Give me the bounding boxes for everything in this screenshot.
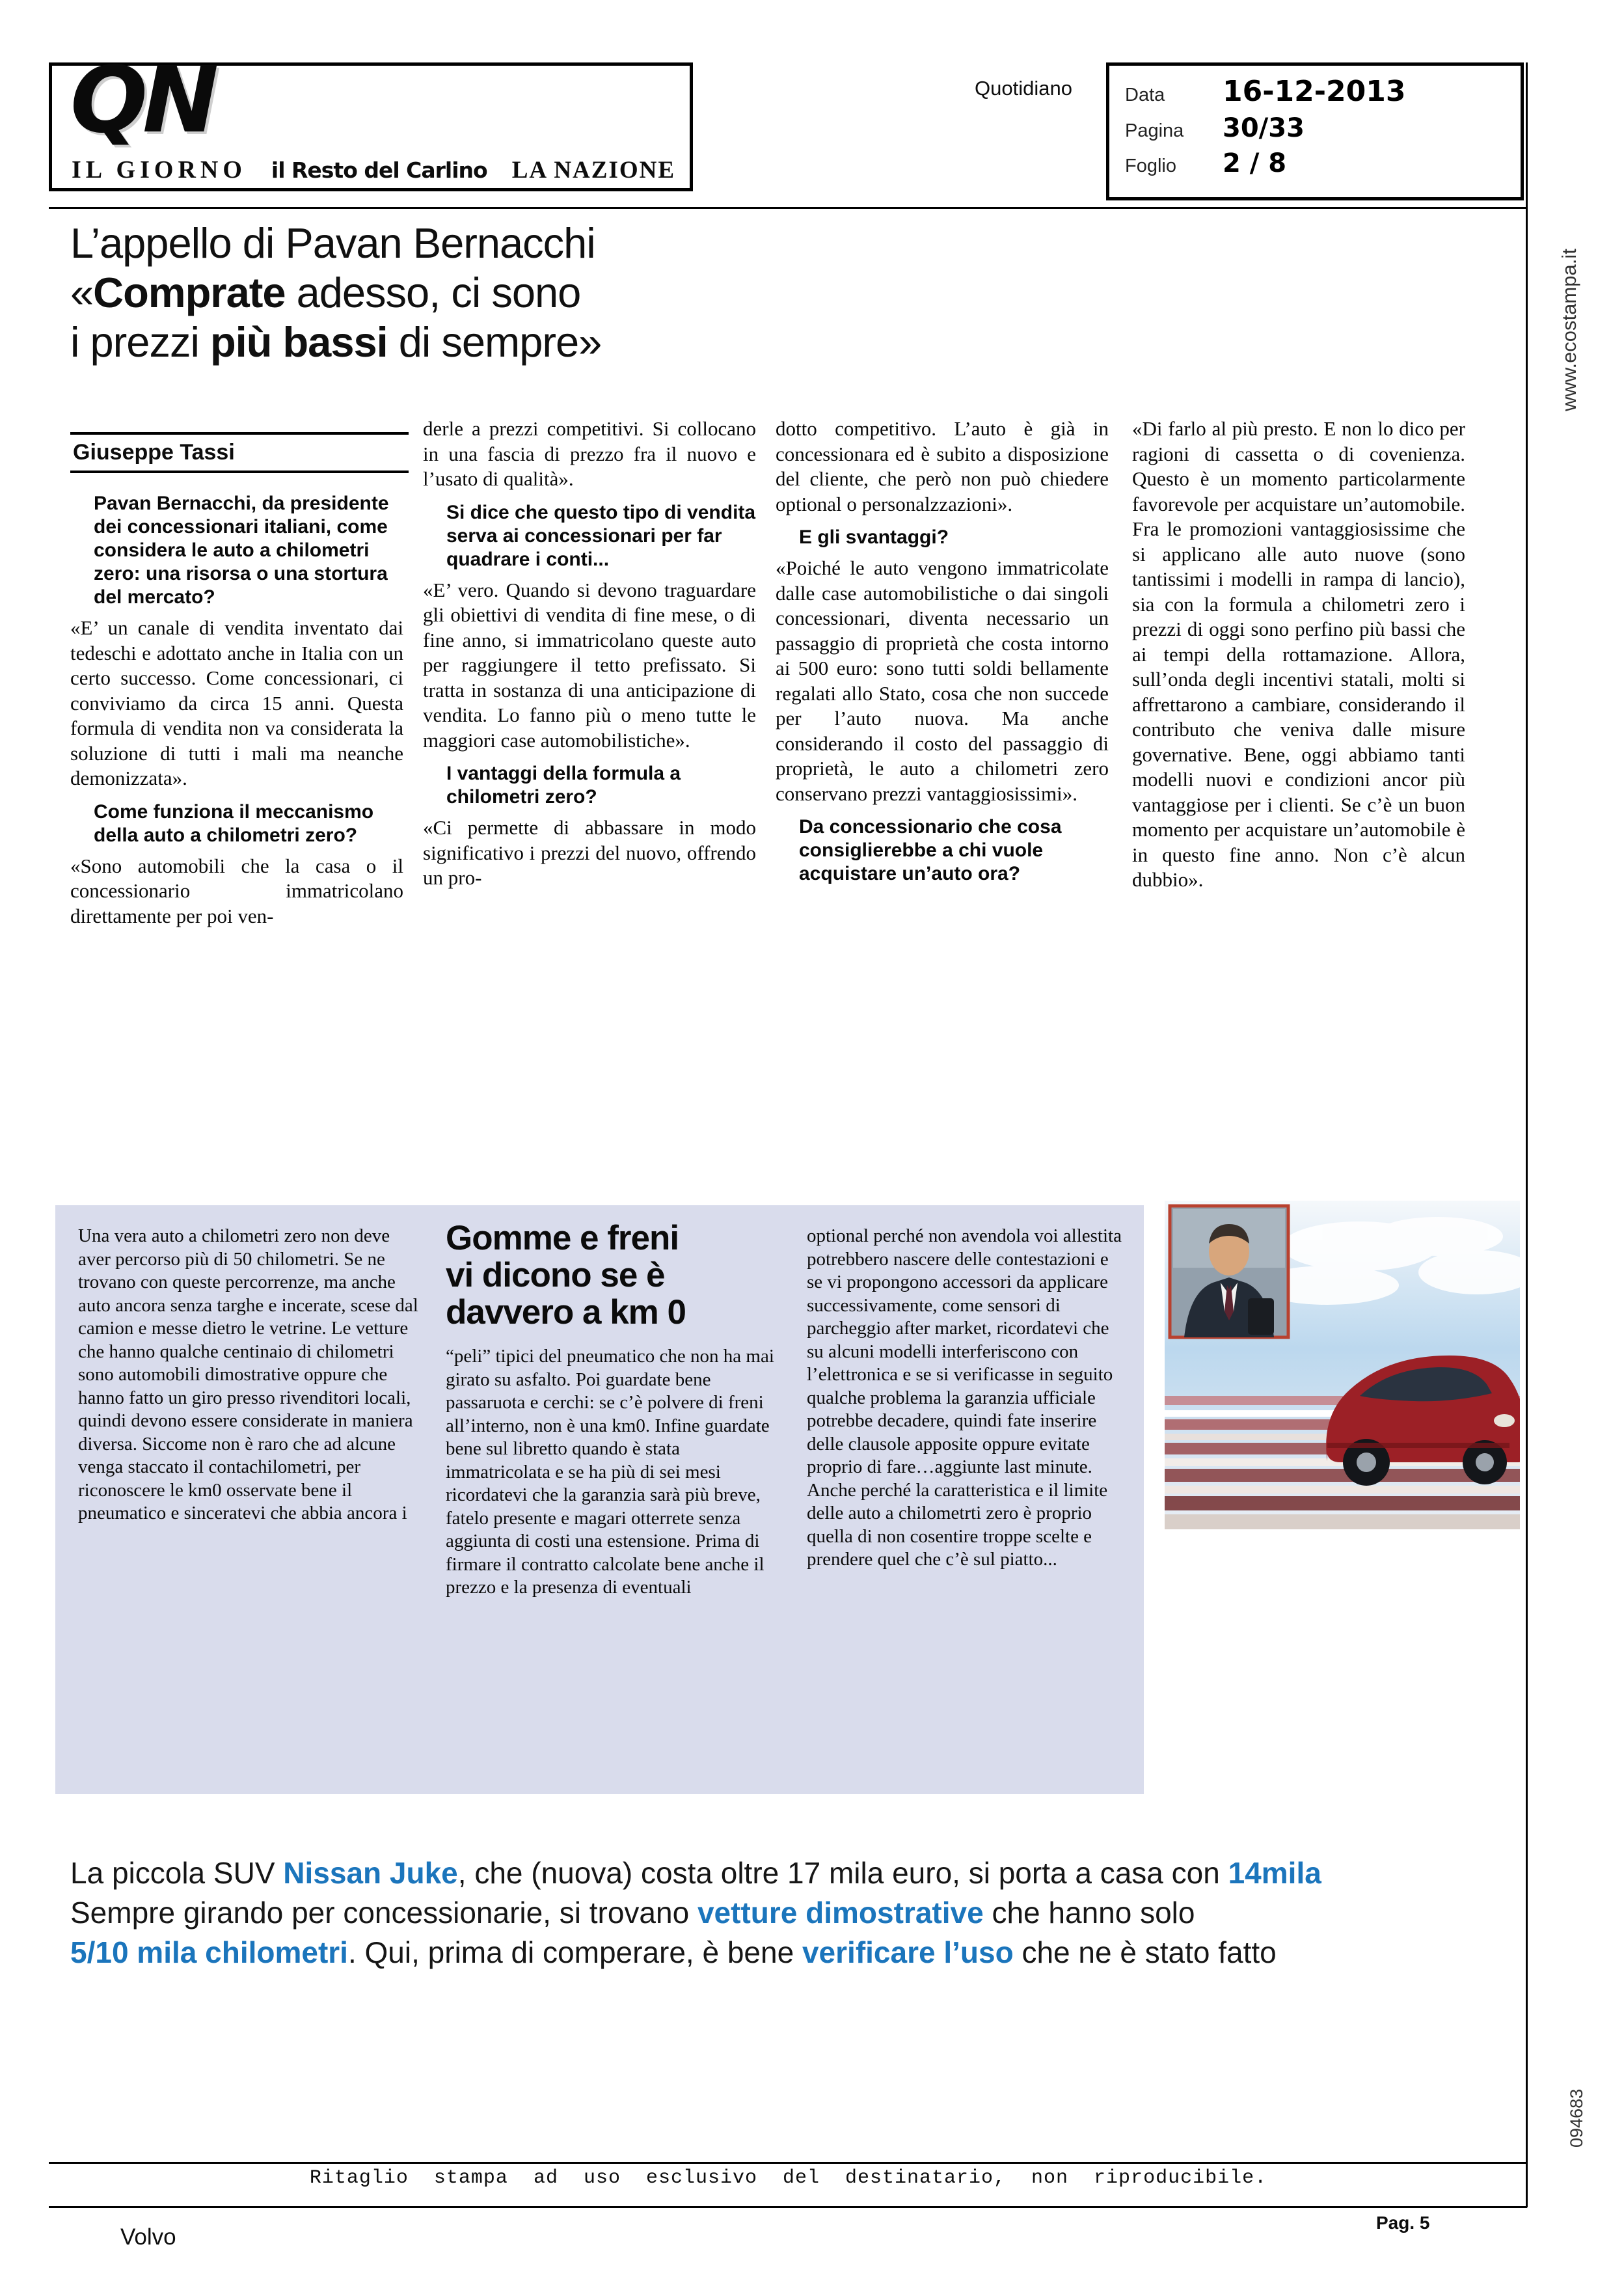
km0-sidebar-box [55,1205,1144,1794]
article-column-2 [423,416,756,894]
article-column-1 [70,492,403,931]
footer-bottom-rule [49,2206,1527,2208]
header-divider-rule [49,207,1527,209]
interview-question: Come funziona il meccanismo della auto a chilometri zero? [94,800,374,846]
interview-answer: dotto competitivo. L’auto è già in concessionara ed è subito a disposizione del cliente, che però non può chiedere optional o personalzzazioni». [776,417,1109,515]
caption-highlight: vetture dimostrative [697,1896,984,1930]
km0-box-middle [446,1220,774,1600]
article-headline [70,219,1046,367]
caption-line3: 5/10 mila chilometri. Qui, prima di comperare, è bene verificare l’uso che ne è stato fatto [70,1935,1277,1969]
byline-name: Giuseppe Tassi [73,440,235,465]
interview-answer: «Ci permette di abbassare in modo significativo i prezzi del nuovo, offrendo un pro- [423,816,756,889]
interview-question: Si dice che questo tipo di vendita serva ai concessionari per far quadrare i conti... [446,501,756,570]
interview-answer: «E’ vero. Quando si devono traguardare gli obiettivi di vendita di fine mese, o di fine anno, si immatricolano queste auto per raggiungere il tetto prefissato. Si tratta in sostanza di una anticipazione di vendita. Lo fanno più o meno tutte le maggiori case automobilistiche». [423,578,756,752]
interview-answer: «E’ un canale di vendita inventato dai tedeschi e adottato anche in Italia con un certo successo. Come concessionari, ci conviviamo da circa 15 anni. Questa formula di vendita non va considerata la soluzione di tutti i mali ma neanche demonizzata». [70,616,403,789]
masthead-la-nazione: LA NAZIONE [511,157,676,184]
km0-box-right-text: optional perché non avendola voi allestita potrebbero nascere delle contestazioni e se vi propongono accessori da applicare successivamente, come sensori di parcheggio after market, ricordatevi che su alcuni modelli interferiscono con l’elettronica e se si verificasse in seguito qualche problema la garanzia ufficiale potrebbe decadere, quindi fate inserire delle clausole apposite oppure evitate proprio di fare…aggiunte last minute. Anche perché la caratteristica e il limite delle auto a chilometrti zero è proprio quella di non cosentire troppe scelte e prendere quel che c’è sul piatto... [807,1225,1122,1570]
client-name: Volvo [120,2224,176,2250]
caption-highlight: Nissan Juke [283,1856,458,1890]
page-number: Pag. 5 [1376,2213,1430,2233]
ritaglio-disclaimer: Ritaglio stampa ad uso esclusivo del destinatario, non riproducibile. [309,2167,1267,2189]
headline-line2: «Comprate adesso, ci sono [70,269,581,316]
interview-question: Pavan Bernacchi, da presidente dei concessionari italiani, come considera le auto a chilometri zero: una risorsa o una stortura del mercato? [94,493,389,608]
clipping-code: 094683 [1567,2088,1586,2148]
car-photo-illustration [1165,1201,1520,1529]
caption-line2: Sempre girando per concessionarie, si trovano vetture dimostrative che hanno solo [70,1896,1195,1930]
clipping-meta-box [1106,62,1524,200]
interview-answer: «Di farlo al più presto. E non lo dico per ragioni di cassetta o di covenienza. Questo è un momento particolarmente favorevole per acquistare un’automobile. Fra le promozioni vantaggiosissime che si applicano alle auto nuove (sono tantissimi i modelli in rampa di lancio), sia con la formula a chilometri zero i prezzi di oggi sono perfino più bassi che ai tempi della rottamazione. Allora, sull’onda degli incentivi statali, molti si affrettarono a cambiare, considerando il contributo che veniva dalle misure governative. Bene, oggi abbiamo tanti modelli nuovi e condizioni ancor più vantaggiose per i clienti. Se c’è un buon momento per acquistare un’automobile è in questo fine anno. Non c’è alcun dubbio». [1132,417,1465,891]
date-value: 16-12-2013 [1223,75,1406,108]
interview-question: I vantaggi della formula a chilometri zero? [446,763,681,808]
masthead-box [49,48,693,191]
ecostampa-url: www.ecostampa.it [1558,249,1580,411]
footer-top-rule [49,2162,1527,2164]
qn-logo: QN [70,48,214,154]
headline-line1: L’appello di Pavan Bernacchi [70,219,595,267]
masthead-il-giorno: IL GIORNO [72,156,247,184]
page-value: 30/33 [1223,113,1305,143]
interview-answer: «Sono automobili che la casa o il concessionario immatricolano direttamente per poi ven- [70,854,403,927]
sheet-label: Foglio [1125,156,1176,176]
sheet-value: 2 / 8 [1223,148,1287,178]
km0-box-middle-text: “peli” tipici del pneumatico che non ha mai girato su asfalto. Poi guardate bene passaruota e cerchi: se c’è polvere di freni all’interno, non è una km0. Infine guardate bene sul libretto quando è stata immatricolata e se ha più di sei mesi ricordatevi che la garanzia sarà più breve, fatelo presente e magari otterrete senza aggiunta di costi una estensione. Prima di firmare il contratto calcolate bene anche il prezzo e la presenza di eventuali [446,1346,774,1598]
caption-highlight: 14mila [1228,1856,1321,1890]
interview-answer: derle a prezzi competitivi. Si collocano in una fascia di prezzo fra il nuovo e l’usato di qualità». [423,417,756,490]
caption-highlight: verificare l’uso [802,1935,1014,1969]
interview-answer: «Poiché le auto vengono immatricolate dalle case automobilistiche o dai singoli concessionari, diventa necessario un passaggio di proprietà che costa intorno ai 500 euro: sono tutti soldi bellamente regalati allo Stato, cosa che non succede per l’auto nuova. Ma anche considerando il costo del passaggio di proprietà, le auto a chilometri zero conservano prezzi vantaggiosissimi». [776,556,1109,805]
article-column-4 [1132,416,1465,895]
byline [70,432,409,473]
masthead-resto-carlino: il Resto del Carlino [271,157,487,183]
interview-question: E gli svantaggi? [799,526,949,548]
km0-box-title: Gomme e freni vi dicono se è davvero a km 0 [446,1219,686,1331]
caption-line1: La piccola SUV Nissan Juke, che (nuova) costa oltre 17 mila euro, si porta a casa con 14mila [70,1856,1321,1890]
publication-type-label: Quotidiano [975,77,1072,100]
date-label: Data [1125,85,1165,105]
caption-highlight: 5/10 mila chilometri [70,1935,348,1969]
page-label: Pagina [1125,120,1184,141]
portrait-photo [1170,1206,1288,1337]
article-column-3 [776,416,1109,892]
interview-question: Da concessionario che cosa consiglierebbe a chi vuole acquistare un’auto ora? [799,816,1062,884]
photo-caption [70,1853,1511,1972]
headline-line3: i prezzi più bassi di sempre» [70,318,602,366]
right-frame-rule [1526,62,1528,2207]
km0-box-left-text: Una vera auto a chilometri zero non deve aver percorso più di 50 chilometri. Se ne trovano con queste percorrenze, ma anche auto ancora senza targhe e incerate, scese dal camion e messe dietro le vetrine. Le vetture che hanno qualche centinaio di chilometri sono automobili dimostrative oppure che hanno fatto un giro presso rivenditori locali, quindi devono essere considerate in maniera diversa. Siccome non è raro che ad alcune venga staccato il contachilometri, per riconoscere le km0 osservate bene il pneumatico e sinceratevi che abbia ancora i [78,1225,418,1523]
photo-svg [1165,1201,1520,1529]
